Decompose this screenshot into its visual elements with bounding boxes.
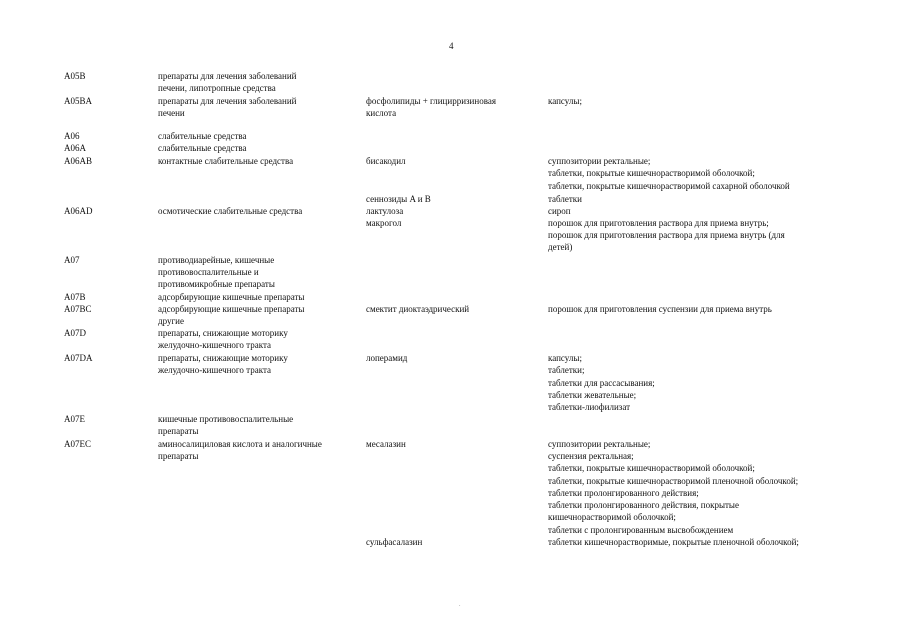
dosage-form: капсулы; — [548, 96, 582, 106]
atc-code: A06A — [64, 143, 86, 153]
dosage-form: суспензия ректальная; — [548, 451, 634, 461]
dosage-form: таблетки для рассасывания; — [548, 378, 655, 388]
dosage-form: капсулы; — [548, 353, 582, 363]
group-name: препараты — [158, 426, 199, 436]
drug-name: сеннозиды A и B — [366, 194, 431, 204]
atc-code: A07E — [64, 414, 85, 424]
dosage-form: таблетки пролонгированного действия; — [548, 488, 699, 498]
group-name: аминосалициловая кислота и аналогичные — [158, 439, 322, 449]
dosage-form: порошок для приготовления раствора для приема внутрь; — [548, 218, 769, 228]
group-name: препараты, снижающие моторику — [158, 353, 288, 363]
dosage-form: порошок для приготовления суспензии для приема внутрь — [548, 304, 772, 314]
dosage-form: таблетки, покрытые кишечнорастворимой сахарной оболочкой — [548, 181, 790, 191]
drug-name: сульфасалазин — [366, 537, 423, 547]
group-name: противовоспалительные и — [158, 267, 259, 277]
group-name: препараты для лечения заболеваний — [158, 96, 297, 106]
dosage-form: кишечнорастворимой оболочкой; — [548, 512, 676, 522]
drug-name: лоперамид — [366, 353, 408, 363]
dosage-form: таблетки-лиофилизат — [548, 402, 631, 412]
drug-name: фосфолипиды + глицирризиновая — [366, 96, 496, 106]
atc-code: A07B — [64, 292, 86, 302]
footer-mark: . — [459, 602, 461, 608]
drug-name: бисакодил — [366, 156, 406, 166]
drug-name: месалазин — [366, 439, 406, 449]
dosage-form: таблетки, покрытые кишечнорастворимой оболочкой; — [548, 463, 755, 473]
atc-code: A05B — [64, 71, 86, 81]
drug-name: кислота — [366, 108, 397, 118]
atc-code: A07BC — [64, 304, 92, 314]
group-name: кишечные противовоспалительные — [158, 414, 294, 424]
group-name: печени — [158, 108, 185, 118]
dosage-form: таблетки — [548, 194, 583, 204]
dosage-form: таблетки, покрытые кишечнорастворимой оболочкой; — [548, 168, 755, 178]
dosage-form: таблетки кишечнорастворимые, покрытые пленочной оболочкой; — [548, 537, 799, 547]
group-name: контактные слабительные средства — [158, 156, 294, 166]
group-name: противодиарейные, кишечные — [158, 255, 275, 265]
drug-name: макрогол — [366, 218, 402, 228]
drug-name: смектит диоктаэдрический — [366, 304, 470, 314]
dosage-form: таблетки пролонгированного действия, покрытые — [548, 500, 739, 510]
atc-code: A05BA — [64, 96, 93, 106]
dosage-form: таблетки с пролонгированным высвобождением — [548, 525, 734, 535]
atc-code: A07D — [64, 328, 86, 338]
dosage-form: порошок для приготовления раствора для приема внутрь (для — [548, 230, 785, 240]
group-name: адсорбирующие кишечные препараты — [158, 292, 305, 302]
atc-code: A07 — [64, 255, 80, 265]
group-name: адсорбирующие кишечные препараты — [158, 304, 305, 314]
atc-code: A06AB — [64, 156, 93, 166]
group-name: печени, липотропные средства — [158, 83, 276, 93]
group-name: препараты — [158, 451, 199, 461]
dosage-form: сироп — [548, 206, 571, 216]
atc-code: A07DA — [64, 353, 93, 363]
dosage-form: детей) — [548, 242, 573, 252]
group-name: желудочно-кишечного тракта — [158, 365, 271, 375]
dosage-form: таблетки; — [548, 365, 585, 375]
group-name: осмотические слабительные средства — [158, 206, 303, 216]
dosage-form: таблетки жевательные; — [548, 390, 637, 400]
group-name: желудочно-кишечного тракта — [158, 340, 271, 350]
atc-code: A06AD — [64, 206, 93, 216]
drug-name: лактулоза — [366, 206, 404, 216]
dosage-form: суппозитории ректальные; — [548, 439, 651, 449]
group-name: слабительные средства — [158, 131, 247, 141]
page-number: 4 — [449, 41, 454, 51]
group-name: слабительные средства — [158, 143, 247, 153]
group-name: другие — [158, 316, 184, 326]
group-name: противомикробные препараты — [158, 279, 275, 289]
atc-code: A07EC — [64, 439, 91, 449]
group-name: препараты, снижающие моторику — [158, 328, 288, 338]
group-name: препараты для лечения заболеваний — [158, 71, 297, 81]
atc-code: A06 — [64, 131, 80, 141]
dosage-form: суппозитории ректальные; — [548, 156, 651, 166]
dosage-form: таблетки, покрытые кишечнорастворимой пленочной оболочкой; — [548, 476, 799, 486]
